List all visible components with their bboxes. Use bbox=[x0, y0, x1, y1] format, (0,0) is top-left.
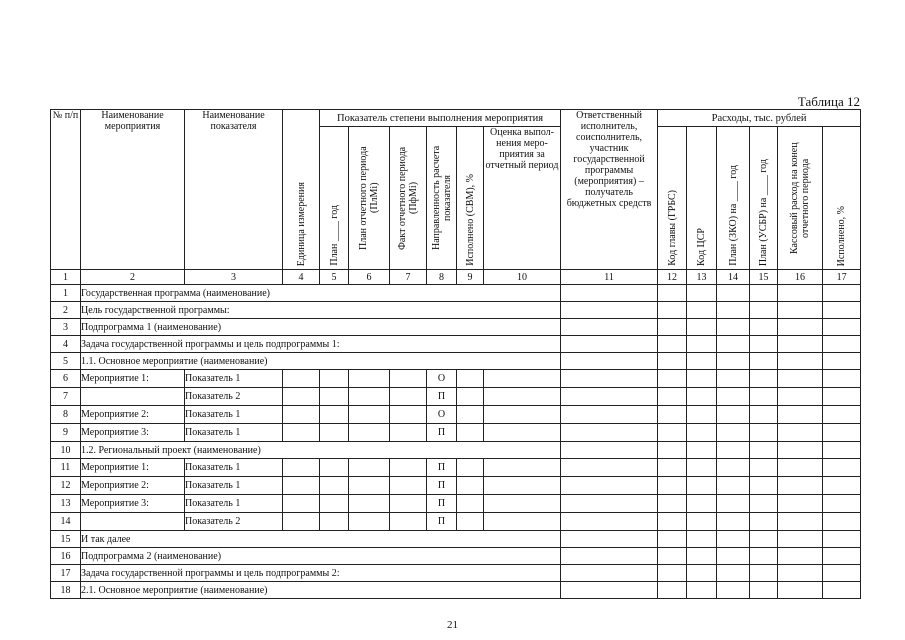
empty-cell bbox=[717, 548, 750, 565]
empty-cell bbox=[823, 285, 861, 302]
empty-cell bbox=[823, 336, 861, 353]
empty-cell bbox=[687, 285, 717, 302]
column-number: 12 bbox=[658, 270, 687, 285]
empty-cell bbox=[561, 459, 658, 477]
empty-cell bbox=[658, 565, 687, 582]
table-row bbox=[51, 459, 861, 477]
empty-cell bbox=[778, 548, 823, 565]
direction-cell: П bbox=[427, 424, 457, 442]
empty-cell bbox=[687, 319, 717, 336]
empty-cell bbox=[658, 285, 687, 302]
section-title: Подпрограмма 2 (наименование) bbox=[81, 548, 561, 565]
empty-cell bbox=[750, 459, 778, 477]
page-number: 21 bbox=[447, 619, 458, 631]
header-group-expenses: Расходы, тыс. рублей bbox=[658, 110, 861, 127]
column-number: 1 bbox=[51, 270, 81, 285]
empty-cell bbox=[320, 477, 349, 495]
empty-cell bbox=[717, 531, 750, 548]
empty-cell bbox=[717, 302, 750, 319]
event-name: Мероприятие 3: bbox=[81, 495, 185, 513]
column-number: 5 bbox=[320, 270, 349, 285]
empty-cell bbox=[390, 406, 427, 424]
empty-cell bbox=[778, 353, 823, 370]
empty-cell bbox=[390, 388, 427, 406]
header-grbs: Код главы (ГРБС) bbox=[658, 127, 687, 270]
empty-cell bbox=[658, 336, 687, 353]
row-number: 14 bbox=[51, 513, 81, 531]
table-caption: Таблица 12 bbox=[797, 94, 860, 109]
direction-cell: П bbox=[427, 495, 457, 513]
empty-cell bbox=[283, 388, 320, 406]
empty-cell bbox=[658, 459, 687, 477]
empty-cell bbox=[561, 388, 658, 406]
empty-cell bbox=[457, 459, 484, 477]
empty-cell bbox=[687, 459, 717, 477]
direction-cell: П bbox=[427, 477, 457, 495]
event-name: Мероприятие 2: bbox=[81, 406, 185, 424]
empty-cell bbox=[750, 302, 778, 319]
empty-cell bbox=[457, 370, 484, 388]
empty-cell bbox=[687, 388, 717, 406]
row-number: 5 bbox=[51, 353, 81, 370]
empty-cell bbox=[484, 513, 561, 531]
empty-cell bbox=[658, 582, 687, 599]
section-title: Государственная программа (наименование) bbox=[81, 285, 561, 302]
column-number: 10 bbox=[484, 270, 561, 285]
table-row bbox=[51, 424, 861, 442]
row-number: 13 bbox=[51, 495, 81, 513]
header-plan-period: План отчетного периода (ПлМi) bbox=[349, 127, 390, 270]
column-number: 2 bbox=[81, 270, 185, 285]
empty-cell bbox=[778, 565, 823, 582]
section-title: Задача государственной программы и цель подпрограммы 1: bbox=[81, 336, 561, 353]
section-title: Задача государственной программы и цель подпрограммы 2: bbox=[81, 565, 561, 582]
section-title: 1.2. Региональный проект (наименование) bbox=[81, 442, 561, 459]
table-row bbox=[51, 388, 861, 406]
empty-cell bbox=[778, 336, 823, 353]
empty-cell bbox=[823, 424, 861, 442]
row-number: 11 bbox=[51, 459, 81, 477]
section-row bbox=[51, 319, 861, 336]
column-number: 7 bbox=[390, 270, 427, 285]
table-row bbox=[51, 406, 861, 424]
empty-cell bbox=[750, 353, 778, 370]
empty-cell bbox=[823, 406, 861, 424]
event-name: Мероприятие 1: bbox=[81, 370, 185, 388]
table-row bbox=[51, 477, 861, 495]
empty-cell bbox=[561, 424, 658, 442]
column-number: 9 bbox=[457, 270, 484, 285]
indicator-name: Показатель 1 bbox=[185, 406, 283, 424]
row-number: 3 bbox=[51, 319, 81, 336]
empty-cell bbox=[349, 495, 390, 513]
event-name: Мероприятие 3: bbox=[81, 424, 185, 442]
empty-cell bbox=[349, 370, 390, 388]
row-number: 4 bbox=[51, 336, 81, 353]
empty-cell bbox=[561, 531, 658, 548]
empty-cell bbox=[320, 370, 349, 388]
empty-cell bbox=[349, 477, 390, 495]
empty-cell bbox=[687, 477, 717, 495]
empty-cell bbox=[778, 285, 823, 302]
empty-cell bbox=[320, 388, 349, 406]
empty-cell bbox=[349, 424, 390, 442]
empty-cell bbox=[658, 531, 687, 548]
row-number: 2 bbox=[51, 302, 81, 319]
empty-cell bbox=[717, 370, 750, 388]
empty-cell bbox=[687, 353, 717, 370]
empty-cell bbox=[320, 406, 349, 424]
empty-cell bbox=[823, 353, 861, 370]
empty-cell bbox=[750, 442, 778, 459]
column-numbers-row bbox=[51, 270, 861, 285]
header-responsible: Ответственный исполнитель, соисполнитель, участник государственной программы (мероприятия) – получатель бюджетных средств bbox=[561, 110, 658, 270]
empty-cell bbox=[349, 388, 390, 406]
table-row bbox=[51, 513, 861, 531]
empty-cell bbox=[390, 424, 427, 442]
empty-cell bbox=[561, 370, 658, 388]
empty-cell bbox=[778, 513, 823, 531]
section-row bbox=[51, 336, 861, 353]
direction-cell: П bbox=[427, 459, 457, 477]
empty-cell bbox=[561, 442, 658, 459]
section-row bbox=[51, 285, 861, 302]
header-event-name: Наименование мероприятия bbox=[81, 110, 185, 270]
empty-cell bbox=[658, 353, 687, 370]
row-number: 8 bbox=[51, 406, 81, 424]
empty-cell bbox=[778, 495, 823, 513]
empty-cell bbox=[778, 370, 823, 388]
direction-cell: П bbox=[427, 513, 457, 531]
empty-cell bbox=[658, 442, 687, 459]
empty-cell bbox=[283, 424, 320, 442]
header-direction: Направленность расчета показателя bbox=[427, 127, 457, 270]
row-number: 9 bbox=[51, 424, 81, 442]
section-row bbox=[51, 531, 861, 548]
event-name bbox=[81, 388, 185, 406]
empty-cell bbox=[561, 582, 658, 599]
empty-cell bbox=[750, 424, 778, 442]
empty-cell bbox=[750, 336, 778, 353]
empty-cell bbox=[283, 370, 320, 388]
empty-cell bbox=[390, 459, 427, 477]
empty-cell bbox=[717, 565, 750, 582]
row-number: 16 bbox=[51, 548, 81, 565]
empty-cell bbox=[687, 442, 717, 459]
empty-cell bbox=[687, 370, 717, 388]
indicator-name: Показатель 1 bbox=[185, 424, 283, 442]
empty-cell bbox=[561, 495, 658, 513]
empty-cell bbox=[823, 442, 861, 459]
header-unit: Единица измерения bbox=[283, 110, 320, 270]
empty-cell bbox=[349, 513, 390, 531]
empty-cell bbox=[283, 513, 320, 531]
indicator-name: Показатель 2 bbox=[185, 388, 283, 406]
header-group-indicator: Показатель степени выполнения мероприятия bbox=[320, 110, 561, 127]
empty-cell bbox=[717, 459, 750, 477]
empty-cell bbox=[561, 548, 658, 565]
empty-cell bbox=[658, 302, 687, 319]
empty-cell bbox=[658, 424, 687, 442]
header-executed-svm: Исполнено (СВМ), % bbox=[457, 127, 484, 270]
empty-cell bbox=[457, 513, 484, 531]
event-name: Мероприятие 2: bbox=[81, 477, 185, 495]
empty-cell bbox=[484, 388, 561, 406]
empty-cell bbox=[750, 370, 778, 388]
empty-cell bbox=[717, 353, 750, 370]
empty-cell bbox=[484, 424, 561, 442]
empty-cell bbox=[484, 495, 561, 513]
section-title: Подпрограмма 1 (наименование) bbox=[81, 319, 561, 336]
empty-cell bbox=[283, 477, 320, 495]
section-row bbox=[51, 565, 861, 582]
empty-cell bbox=[823, 388, 861, 406]
header-executed-pct: Исполнено, % bbox=[823, 127, 861, 270]
empty-cell bbox=[457, 495, 484, 513]
empty-cell bbox=[687, 406, 717, 424]
empty-cell bbox=[687, 548, 717, 565]
empty-cell bbox=[349, 459, 390, 477]
empty-cell bbox=[717, 424, 750, 442]
empty-cell bbox=[320, 513, 349, 531]
column-number: 6 bbox=[349, 270, 390, 285]
section-row bbox=[51, 582, 861, 599]
empty-cell bbox=[750, 548, 778, 565]
report-table bbox=[50, 109, 861, 599]
row-number: 17 bbox=[51, 565, 81, 582]
empty-cell bbox=[778, 582, 823, 599]
empty-cell bbox=[457, 477, 484, 495]
column-number: 11 bbox=[561, 270, 658, 285]
empty-cell bbox=[778, 388, 823, 406]
empty-cell bbox=[687, 582, 717, 599]
column-number: 13 bbox=[687, 270, 717, 285]
empty-cell bbox=[484, 370, 561, 388]
row-number: 1 bbox=[51, 285, 81, 302]
empty-cell bbox=[717, 285, 750, 302]
empty-cell bbox=[349, 406, 390, 424]
empty-cell bbox=[823, 319, 861, 336]
column-number: 4 bbox=[283, 270, 320, 285]
empty-cell bbox=[484, 406, 561, 424]
empty-cell bbox=[750, 495, 778, 513]
column-number: 15 bbox=[750, 270, 778, 285]
empty-cell bbox=[750, 285, 778, 302]
direction-cell: П bbox=[427, 388, 457, 406]
empty-cell bbox=[823, 582, 861, 599]
table-row bbox=[51, 370, 861, 388]
header-plan-year: План ____ год bbox=[320, 127, 349, 270]
empty-cell bbox=[778, 477, 823, 495]
row-number: 7 bbox=[51, 388, 81, 406]
empty-cell bbox=[390, 370, 427, 388]
empty-cell bbox=[561, 302, 658, 319]
direction-cell: О bbox=[427, 406, 457, 424]
empty-cell bbox=[561, 336, 658, 353]
empty-cell bbox=[750, 531, 778, 548]
empty-cell bbox=[687, 513, 717, 531]
empty-cell bbox=[750, 388, 778, 406]
empty-cell bbox=[283, 406, 320, 424]
row-number: 10 bbox=[51, 442, 81, 459]
empty-cell bbox=[658, 477, 687, 495]
indicator-name: Показатель 1 bbox=[185, 370, 283, 388]
empty-cell bbox=[750, 565, 778, 582]
empty-cell bbox=[687, 565, 717, 582]
empty-cell bbox=[778, 531, 823, 548]
empty-cell bbox=[717, 388, 750, 406]
empty-cell bbox=[823, 548, 861, 565]
empty-cell bbox=[687, 495, 717, 513]
empty-cell bbox=[687, 424, 717, 442]
empty-cell bbox=[390, 477, 427, 495]
empty-cell bbox=[717, 319, 750, 336]
empty-cell bbox=[658, 319, 687, 336]
empty-cell bbox=[823, 459, 861, 477]
row-number: 18 bbox=[51, 582, 81, 599]
empty-cell bbox=[658, 388, 687, 406]
empty-cell bbox=[687, 336, 717, 353]
empty-cell bbox=[457, 388, 484, 406]
header-csr: Код ЦСР bbox=[687, 127, 717, 270]
empty-cell bbox=[390, 513, 427, 531]
empty-cell bbox=[658, 370, 687, 388]
empty-cell bbox=[561, 565, 658, 582]
empty-cell bbox=[561, 406, 658, 424]
empty-cell bbox=[658, 513, 687, 531]
indicator-name: Показатель 1 bbox=[185, 477, 283, 495]
empty-cell bbox=[823, 477, 861, 495]
empty-cell bbox=[823, 370, 861, 388]
direction-cell: О bbox=[427, 370, 457, 388]
empty-cell bbox=[561, 513, 658, 531]
empty-cell bbox=[750, 477, 778, 495]
row-number: 6 bbox=[51, 370, 81, 388]
empty-cell bbox=[658, 406, 687, 424]
empty-cell bbox=[717, 442, 750, 459]
empty-cell bbox=[484, 459, 561, 477]
empty-cell bbox=[778, 302, 823, 319]
empty-cell bbox=[561, 353, 658, 370]
empty-cell bbox=[717, 477, 750, 495]
section-title: 1.1. Основное мероприятие (наименование) bbox=[81, 353, 561, 370]
empty-cell bbox=[750, 582, 778, 599]
header-indicator-name: Наименование показателя bbox=[185, 110, 283, 270]
section-row bbox=[51, 548, 861, 565]
header-plan-usbr: План (УСБР) на ____ год bbox=[750, 127, 778, 270]
empty-cell bbox=[778, 459, 823, 477]
empty-cell bbox=[717, 513, 750, 531]
empty-cell bbox=[717, 495, 750, 513]
header-fact-period: Факт отчетного периода (ПфМi) bbox=[390, 127, 427, 270]
event-name bbox=[81, 513, 185, 531]
empty-cell bbox=[750, 513, 778, 531]
empty-cell bbox=[658, 548, 687, 565]
row-number: 12 bbox=[51, 477, 81, 495]
empty-cell bbox=[778, 406, 823, 424]
empty-cell bbox=[484, 477, 561, 495]
empty-cell bbox=[778, 442, 823, 459]
column-number: 17 bbox=[823, 270, 861, 285]
empty-cell bbox=[823, 565, 861, 582]
empty-cell bbox=[457, 424, 484, 442]
empty-cell bbox=[561, 319, 658, 336]
empty-cell bbox=[750, 406, 778, 424]
empty-cell bbox=[717, 582, 750, 599]
row-number: 15 bbox=[51, 531, 81, 548]
header-no: № п/п bbox=[51, 110, 81, 270]
empty-cell bbox=[750, 319, 778, 336]
empty-cell bbox=[320, 424, 349, 442]
empty-cell bbox=[687, 531, 717, 548]
section-title: 2.1. Основное мероприятие (наименование) bbox=[81, 582, 561, 599]
column-number: 3 bbox=[185, 270, 283, 285]
column-number: 14 bbox=[717, 270, 750, 285]
header-plan-zko: План (ЗКО) на ____ год bbox=[717, 127, 750, 270]
indicator-name: Показатель 2 bbox=[185, 513, 283, 531]
empty-cell bbox=[561, 285, 658, 302]
section-row bbox=[51, 302, 861, 319]
header-cash: Кассовый расход на конец отчетного периода bbox=[778, 127, 823, 270]
empty-cell bbox=[823, 495, 861, 513]
empty-cell bbox=[658, 495, 687, 513]
empty-cell bbox=[823, 531, 861, 548]
empty-cell bbox=[687, 302, 717, 319]
section-row bbox=[51, 353, 861, 370]
section-title: Цель государственной программы: bbox=[81, 302, 561, 319]
header-assessment: Оценка выпол-нения меро-приятия за отчетный период bbox=[484, 127, 561, 270]
empty-cell bbox=[717, 336, 750, 353]
table-row bbox=[51, 495, 861, 513]
column-number: 16 bbox=[778, 270, 823, 285]
empty-cell bbox=[778, 319, 823, 336]
empty-cell bbox=[823, 513, 861, 531]
event-name: Мероприятие 1: bbox=[81, 459, 185, 477]
empty-cell bbox=[320, 459, 349, 477]
column-number: 8 bbox=[427, 270, 457, 285]
indicator-name: Показатель 1 bbox=[185, 459, 283, 477]
empty-cell bbox=[778, 424, 823, 442]
indicator-name: Показатель 1 bbox=[185, 495, 283, 513]
empty-cell bbox=[717, 406, 750, 424]
section-row bbox=[51, 442, 861, 459]
empty-cell bbox=[283, 459, 320, 477]
empty-cell bbox=[561, 477, 658, 495]
empty-cell bbox=[390, 495, 427, 513]
empty-cell bbox=[320, 495, 349, 513]
section-title: И так далее bbox=[81, 531, 561, 548]
empty-cell bbox=[283, 495, 320, 513]
empty-cell bbox=[457, 406, 484, 424]
empty-cell bbox=[823, 302, 861, 319]
